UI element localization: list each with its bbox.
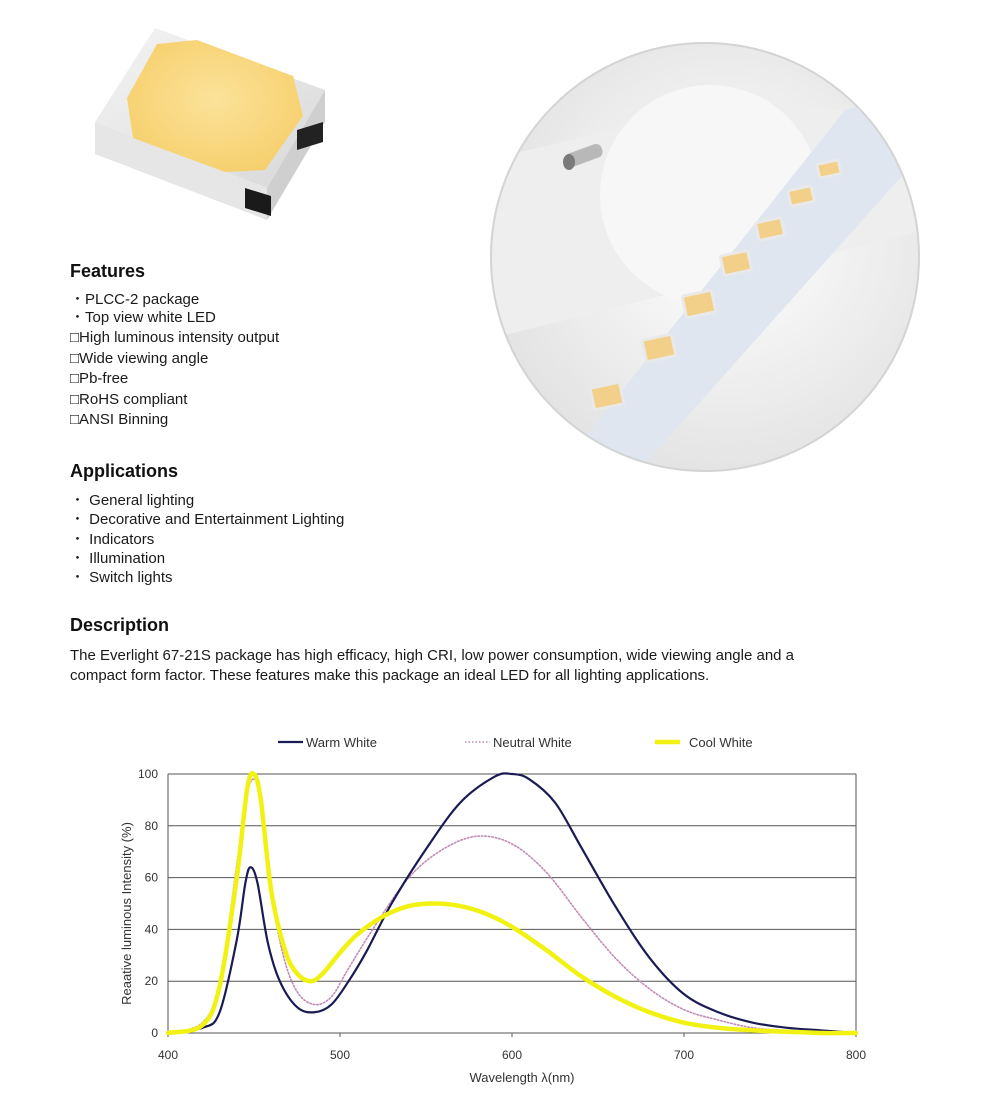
list-item: ・ Indicators <box>70 530 155 548</box>
y-tick-label: 60 <box>144 870 158 885</box>
list-item: □ANSI Binning <box>70 411 169 428</box>
x-tick-label: 500 <box>329 1048 351 1062</box>
chart-lines <box>168 773 856 1033</box>
list-item: ・ Switch lights <box>70 569 173 587</box>
y-axis-label: Reaative luminous Intensity (%) <box>119 822 134 1005</box>
applications-list <box>70 491 344 587</box>
x-tick-label: 600 <box>501 1048 523 1062</box>
description-line: The Everlight 67-21S package has high efficacy, high CRI, low power consumption, wide viewing angle and a <box>70 647 795 664</box>
applications-heading: Applications <box>70 461 179 481</box>
list-item: □High luminous intensity output <box>70 329 280 346</box>
x-tick-label: 400 <box>157 1048 179 1062</box>
features-heading: Features <box>70 261 146 281</box>
y-tick-label: 80 <box>144 818 158 833</box>
x-tick-label: 700 <box>673 1048 695 1062</box>
list-item: ・ Decorative and Entertainment Lighting <box>70 511 345 529</box>
legend-label: Cool White <box>689 735 753 750</box>
list-item: □Wide viewing angle <box>70 349 209 367</box>
spectrum-chart <box>0 720 1000 1112</box>
led-strip-image <box>485 40 925 475</box>
features-list <box>70 290 279 431</box>
chart-ticks <box>138 767 866 1062</box>
description-line: compact form factor. These features make this package an ideal LED for all lighting applications. <box>70 666 710 684</box>
y-tick-label: 0 <box>151 1026 158 1040</box>
list-item: □RoHS compliant <box>70 390 188 408</box>
y-tick-label: 20 <box>144 974 158 989</box>
description-heading: Description <box>70 615 170 635</box>
chart-legend <box>278 735 753 750</box>
series-line-cool-white <box>168 773 856 1033</box>
list-item: ・Top view white LED <box>70 308 216 326</box>
list-item: ・PLCC-2 package <box>70 291 200 308</box>
legend-label: Neutral White <box>493 735 572 750</box>
x-axis-label: Wavelength λ(nm) <box>469 1070 575 1085</box>
list-item: ・ General lighting <box>70 492 195 509</box>
list-item: ・ Illumination <box>70 549 166 567</box>
description-text <box>70 646 870 685</box>
series-line-neutral-white <box>168 779 856 1033</box>
y-tick-label: 40 <box>144 922 158 937</box>
x-tick-label: 800 <box>845 1048 867 1062</box>
list-item: □Pb-free <box>70 370 129 387</box>
y-tick-label: 100 <box>137 767 158 781</box>
legend-label: Warm White <box>306 735 378 750</box>
led-chip-image <box>85 20 330 235</box>
